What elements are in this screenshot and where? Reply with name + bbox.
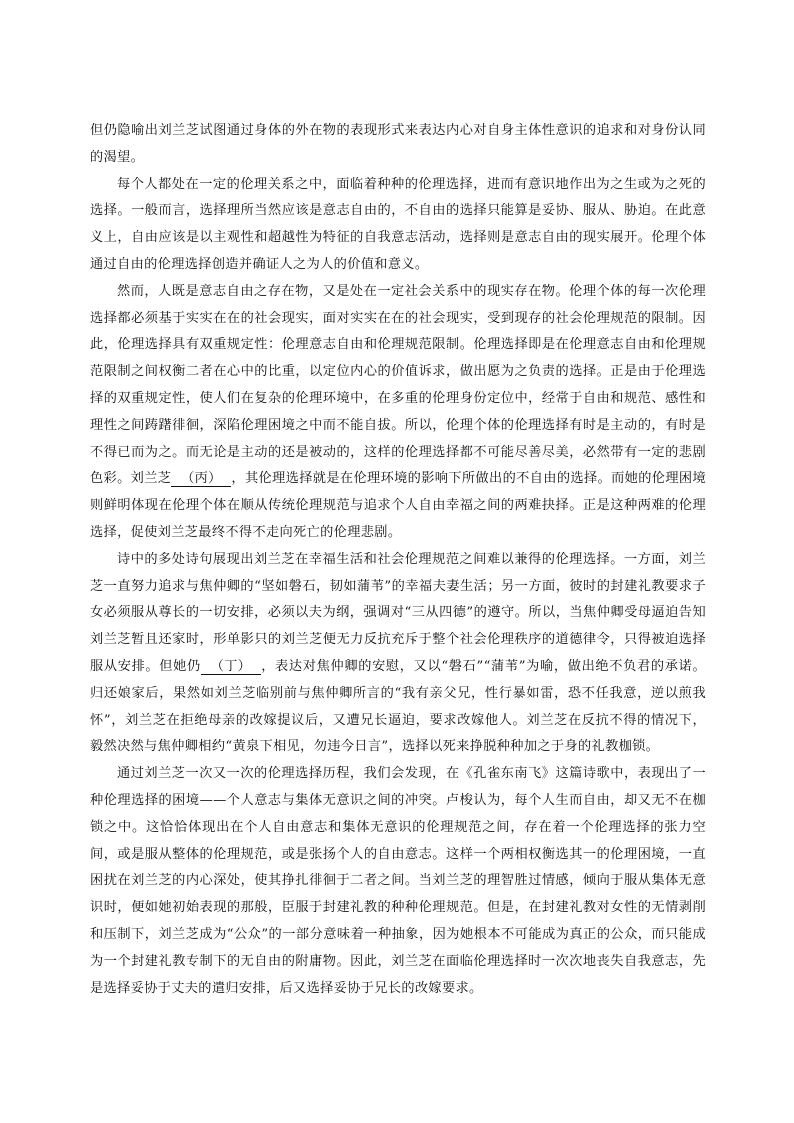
paragraph-4-text-before: 诗中的多处诗句展现出刘兰芝在幸福生活和社会伦理规范之间难以兼得的伦理选择。一方面，刘兰芝一直努力追求与焦仲卿的“坚如磐石，韧如蒲苇”的幸福夫妻生活；另一方面，彼时的封建礼教要求子女必须服从尊长的一切安排，必须以夫为纲，强调对“三从四德”的遵守。所以，当焦仲卿受母逼迫告知刘兰芝暂且还家时，形单影只的刘兰芝便无力反抗充斥于整个社会伦理秩序的道德律令，只得被迫选择服从安排。但她仍 [90, 551, 706, 674]
paragraph-3-text-before: 然而，人既是意志自由之存在物，又是处在一定社会关系中的现实存在物。伦理个体的每一次伦理选择都必须基于实实在在的社会现实，面对实实在在的社会现实，受到现存的社会伦理规范的限制。因此，伦理选择具有双重规定性：伦理意志自由和伦理规范限制。伦理选择即是在伦理意志自由和伦理规范限制之间权衡二者在心中的比重，以定位内心的价值诉求，做出愿为之负责的选择。正是由于伦理选择的双重规定性，使人们在复杂的伦理环境中，在多重的伦理身份定位中，经常于自由和规范、感性和理性之间踌躇徘徊，深陷伦理困境之中而不能自拔。所以，伦理个体的伦理选择有时是主动的，有时是不得已而为之。而无论是主动的还是被动的，这样的伦理选择都不可能尽善尽美，必然带有一定的悲剧色彩。刘兰芝 [90, 283, 706, 487]
paragraph-4 [90, 547, 706, 761]
fill-blank-ding: （丁） [201, 659, 261, 675]
document-page [90, 118, 706, 1002]
paragraph-2: 每个人都处在一定的伦理关系之中，面临着种种的伦理选择，进而有意识地作出为之生或为之死的选择。一般而言，选择理所当然应该是意志自由的，不自由的选择只能算是妥协、服从、胁迫。在此意义上，自由应该是以主观性和超越性为特征的自我意志活动，选择则是意志自由的现实展开。伦理个体通过自由的伦理选择创造并确证人之为人的价值和意义。 [90, 176, 706, 272]
paragraph-4-text-after: ，表达对焦仲卿的安慰，又以“磐石”“蒲苇”为喻，做出绝不负君的承诺。归还娘家后，果然如刘兰芝临别前与焦仲卿所言的“我有亲父兄，性行暴如雷，恐不任我意，逆以煎我怀”，刘兰芝在拒绝母亲的改嫁提议后，又遭兄长逼迫，要求改嫁他人。刘兰芝在反抗不得的情况下，毅然决然与焦仲卿相约“黄泉下相见，勿违今日言”，选择以死来挣脱种种加之于身的礼教枷锁。 [90, 658, 706, 755]
paragraph-3 [90, 279, 706, 547]
fill-blank-bing: （丙） [171, 471, 231, 487]
paragraph-3-text-after: ，其伦理选择就是在伦理环境的影响下所做出的不自由的选择。而她的伦理困境则鲜明体现在伦理个体在顺从传统伦理规范与追求个人自由幸福之间的两难抉择。正是这种两难的伦理选择，促使刘兰芝最终不得不走向死亡的伦理悲剧。 [90, 471, 706, 540]
paragraph-5: 通过刘兰芝一次又一次的伦理选择历程，我们会发现，在《孔雀东南飞》这篇诗歌中，表现出了一种伦理选择的困境——个人意志与集体无意识之间的冲突。卢梭认为，每个人生而自由，却又无不在枷锁之中。这恰恰体现出在个人自由意志和集体无意识的伦理规范之间，存在着一个伦理选择的张力空间，或是服从整体的伦理规范，或是张扬个人的自由意志。这样一个两相权衡选其一的伦理困境，一直困扰在刘兰芝的内心深处，使其挣扎徘徊于二者之间。当刘兰芝的理智胜过情感，倾向于服从集体无意识时，便如她初始表现的那般，臣服于封建礼教的种种伦理规范。但是，在封建礼教对女性的无情剥削和压制下，刘兰芝成为“公众”的一部分意味着一种抽象，因为她根本不可能成为真正的公众，而只能成为一个封建礼教专制下的无自由的附庸物。因此，刘兰芝在面临伦理选择时一次次地丧失自我意志，先是选择妥协于丈夫的遣归安排，后又选择妥协于兄长的改嫁要求。 [90, 766, 706, 996]
paragraph-1: 但仍隐喻出刘兰芝试图通过身体的外在物的表现形式来表达内心对自身主体性意识的追求和对身份认同的渴望。 [90, 123, 706, 165]
